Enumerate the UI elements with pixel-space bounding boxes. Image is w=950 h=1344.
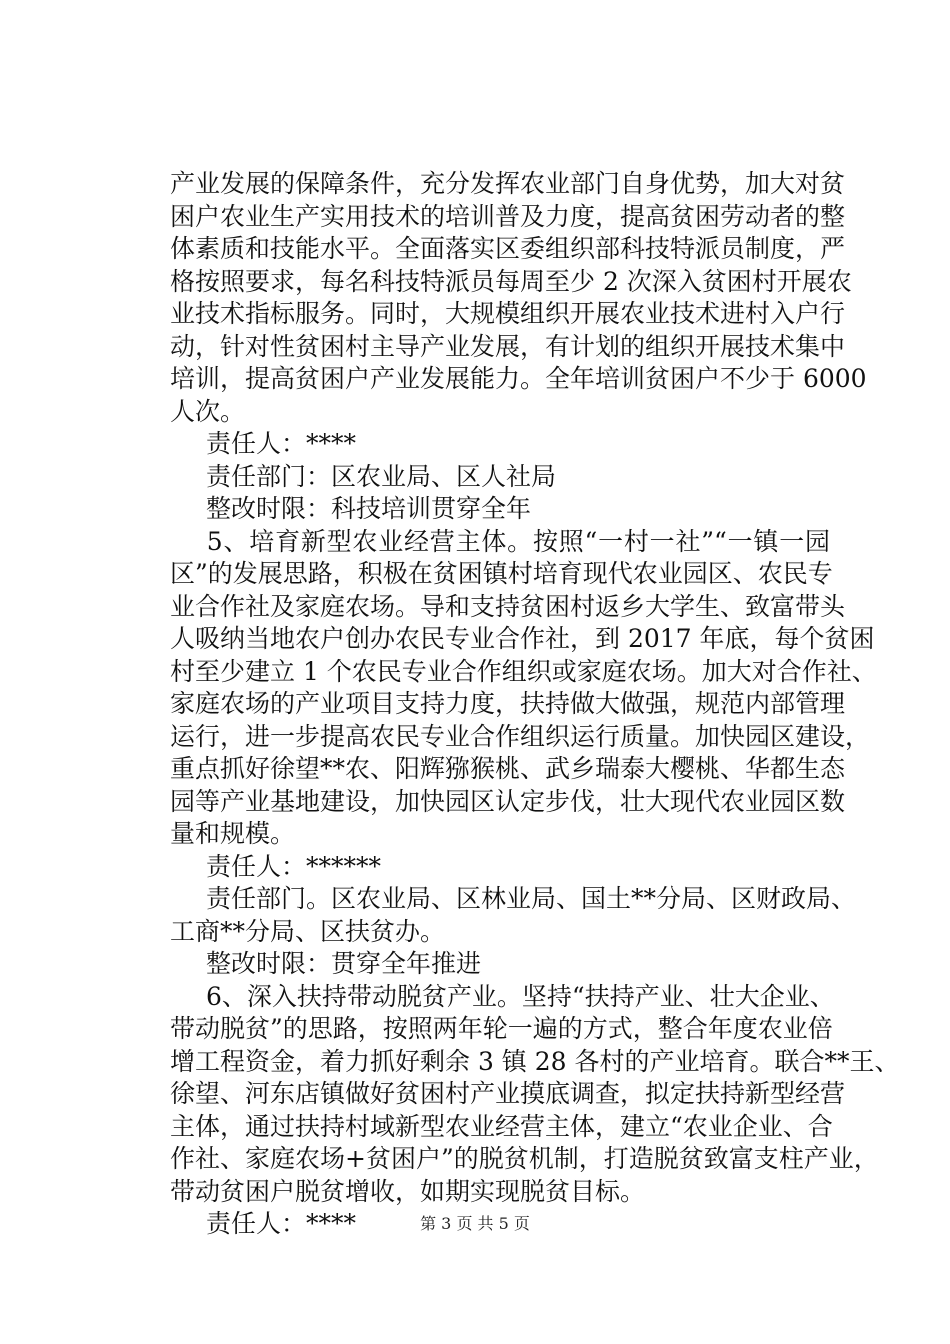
text-line: 区”的发展思路，积极在贫困镇村培育现代农业园区、农民专 [170,559,833,588]
text-line: 6、深入扶持带动脱贫产业。坚持“扶持产业、壮大企业、 [181,981,835,1011]
text-line: 村至少建立 1 个农民专业合作组织或家庭农场。加大对合作社、 [170,656,877,686]
text-line: 主体，通过扶持村域新型农业经营主体，建立“农业企业、合 [170,1111,833,1141]
text-line: 培训，提高贫困户产业发展能力。全年培训贫困户不少于 6000 [170,364,867,393]
text-line: 家庭农场的产业项目支持力度，扶持做大做强，规范内部管理 [170,689,846,718]
text-line: 园等产业基地建设，加快园区认定步伐，壮大现代农业园区数 [170,786,846,816]
text-line: 重点抓好徐望**农、阳辉猕猴桃、武乡瑞泰大樱桃、华都生态 [170,754,846,783]
text-line: 责任人：**** [181,1209,357,1238]
text-line: 责任部门。区农业局、区林业局、国土**分局、区财政局、 [181,884,857,913]
text-line: 量和规模。 [170,819,296,848]
text-line: 工商**分局、区扶贫办。 [170,916,446,946]
text-line: 产业发展的保障条件，充分发挥农业部门自身优势，加大对贫 [170,169,846,198]
text-line: 整改时限：贯穿全年推进 [181,949,482,978]
text-line: 业合作社及家庭农场。导和支持贫困村返乡大学生、致富带头 [170,591,846,621]
page-footer: 第 3 页 共 5 页 [420,1214,530,1233]
text-line: 体素质和技能水平。全面落实区委组织部科技特派员制度，严 [170,234,846,263]
text-line: 5、培育新型农业经营主体。按照“一村一社”“一镇一园 [181,526,830,556]
text-line: 作社、家庭农场+贫困户”的脱贫机制，打造脱贫致富支柱产业， [170,1144,879,1173]
text-line: 运行，进一步提高农民专业合作组织运行质量。加快园区建设， [170,721,871,751]
document-body [170,168,900,1241]
text-line: 责任人：****** [181,851,382,881]
text-line: 带动脱贫”的思路，按照两年轮一遍的方式，整合年度农业倍 [170,1014,833,1043]
text-line: 格按照要求，每名科技特派员每周至少 2 次深入贫困村开展农 [170,266,852,296]
text-line: 动，针对性贫困村主导产业发展，有计划的组织开展技术集中 [170,331,846,361]
text-line: 困户农业生产实用技术的培训普及力度，提高贫困劳动者的整 [170,201,846,231]
text-line: 业技术指标服务。同时，大规模组织开展农业技术进村入户行 [170,299,846,328]
text-line: 带动贫困户脱贫增收，如期实现脱贫目标。 [170,1176,646,1206]
text-line: 徐望、河东店镇做好贫困村产业摸底调查，拟定扶持新型经营 [170,1079,846,1108]
text-line: 整改时限：科技培训贯穿全年 [181,494,532,523]
text-line: 责任人：**** [181,429,357,458]
text-line: 人次。 [170,396,246,426]
text-line: 责任部门：区农业局、区人社局 [181,461,557,491]
text-line: 增工程资金，着力抓好剩余 3 镇 28 各村的产业培育。联合**王、 [170,1046,900,1076]
text-line: 人吸纳当地农户创办农民专业合作社，到 2017 年底，每个贫困 [170,624,875,653]
